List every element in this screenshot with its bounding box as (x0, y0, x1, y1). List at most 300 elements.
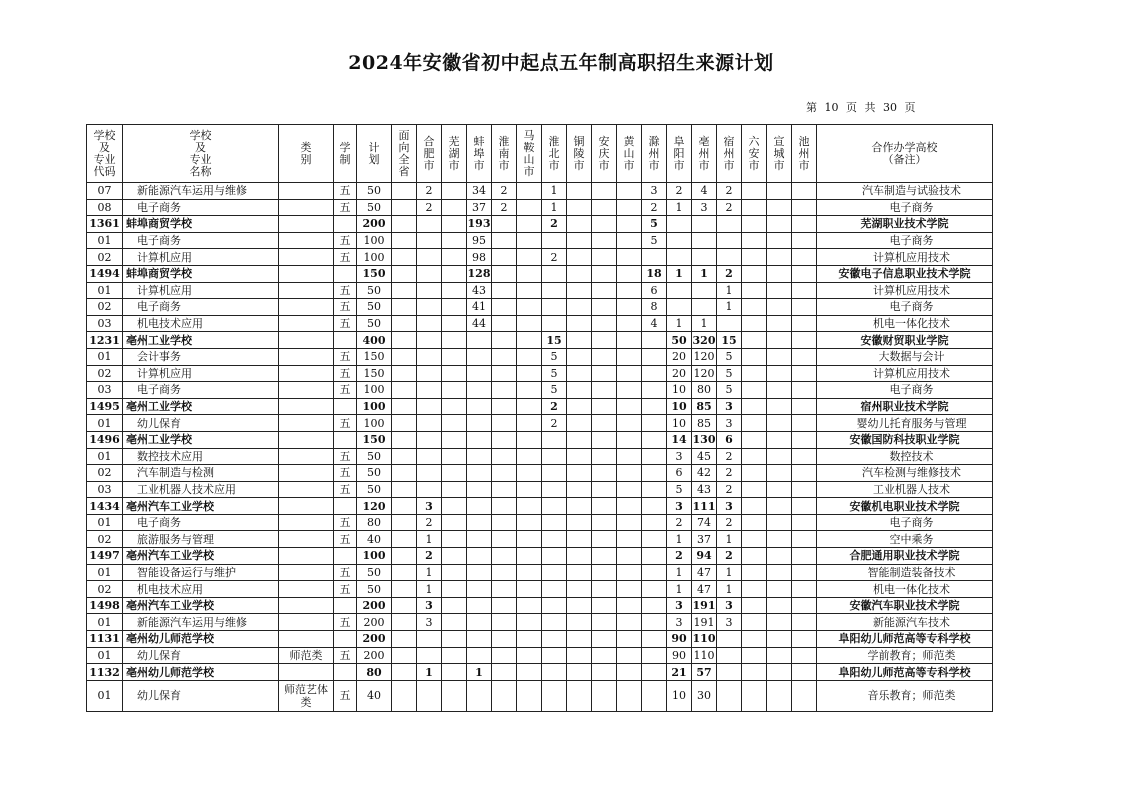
city-quota-cell (542, 299, 567, 316)
system-cell (334, 332, 357, 349)
city-quota-cell (492, 232, 517, 249)
city-quota-cell: 5 (542, 348, 567, 365)
city-quota-cell (492, 581, 517, 598)
plan-cell: 40 (357, 680, 392, 711)
city-quota-cell: 4 (642, 315, 667, 332)
city-quota-cell: 5 (542, 365, 567, 382)
city-quota-cell (792, 581, 817, 598)
city-quota-cell (792, 680, 817, 711)
city-quota-cell (767, 548, 792, 565)
city-quota-cell (492, 597, 517, 614)
city-quota-cell: 191 (693, 615, 715, 629)
category-cell (279, 564, 334, 581)
city-quota-cell (542, 282, 567, 299)
city-quota-cell: 3 (717, 498, 742, 515)
major-row (87, 581, 993, 598)
city-quota-cell (492, 365, 517, 382)
code-cell: 1498 (87, 597, 123, 614)
city-quota-cell: 6 (717, 431, 742, 448)
category-cell (279, 332, 334, 349)
category-cell: 师范类 (279, 647, 334, 664)
city-quota-cell (792, 315, 817, 332)
name-cell: 蚌埠商贸学校 (123, 265, 279, 282)
city-quota-cell (467, 348, 492, 365)
coop-college-cell: 机电一体化技术 (817, 581, 993, 598)
city-quota-cell: 15 (717, 332, 742, 349)
plan-cell: 50 (357, 299, 392, 316)
city-quota-cell (442, 448, 467, 465)
city-quota-cell: 2 (417, 199, 442, 216)
code-cell: 01 (87, 680, 123, 711)
city-quota-cell (617, 282, 642, 299)
city-quota-cell: 18 (642, 265, 667, 282)
city-quota-cell (392, 265, 417, 282)
city-quota-cell: 1 (417, 664, 442, 681)
name-cell: 蚌埠商贸学校 (123, 216, 279, 233)
coop-college-cell: 电子商务 (817, 199, 993, 216)
city-quota-cell (392, 614, 417, 631)
city-quota-cell (792, 216, 817, 233)
city-quota-cell (392, 183, 417, 200)
name-cell: 计算机应用 (123, 282, 279, 299)
city-quota-cell: 3 (692, 199, 717, 216)
city-quota-cell (417, 299, 442, 316)
city-quota-cell (642, 664, 667, 681)
city-quota-cell (792, 365, 817, 382)
city-quota-cell (592, 581, 617, 598)
city-quota-cell (717, 315, 742, 332)
city-quota-cell: 2 (717, 465, 742, 482)
name-cell: 新能源汽车运用与维修 (123, 614, 279, 631)
category-cell (279, 481, 334, 498)
city-quota-cell (617, 183, 642, 200)
city-quota-cell (617, 498, 642, 515)
plan-cell: 50 (357, 581, 392, 598)
city-quota-cell (592, 631, 617, 648)
city-quota-cell (567, 465, 592, 482)
city-quota-cell (417, 332, 442, 349)
city-quota-cell (392, 564, 417, 581)
coop-college-cell: 电子商务 (817, 232, 993, 249)
city-quota-cell (767, 597, 792, 614)
school-row (87, 498, 993, 515)
city-quota-cell (517, 299, 542, 316)
header-city: 六安市 (742, 125, 767, 183)
coop-college-cell: 阜阳幼儿师范高等专科学校 (817, 664, 993, 681)
coop-college-cell: 芜湖职业技术学院 (817, 216, 993, 233)
category-cell (279, 249, 334, 266)
name-cell: 电子商务 (123, 514, 279, 531)
system-cell (334, 631, 357, 648)
category-cell (279, 431, 334, 448)
city-quota-cell: 1 (717, 282, 742, 299)
city-quota-cell (567, 647, 592, 664)
city-quota-cell (617, 531, 642, 548)
city-quota-cell: 2 (717, 265, 742, 282)
coop-college-cell: 音乐教育；师范类 (817, 680, 993, 711)
city-quota-cell (517, 597, 542, 614)
school-row (87, 332, 993, 349)
city-quota-cell (742, 382, 767, 399)
coop-college-cell: 宿州职业技术学院 (817, 398, 993, 415)
city-quota-cell (442, 597, 467, 614)
city-quota-cell (742, 249, 767, 266)
city-quota-cell (442, 415, 467, 432)
city-quota-cell (392, 431, 417, 448)
city-quota-cell (442, 431, 467, 448)
city-quota-cell: 37 (467, 199, 492, 216)
system-cell: 五 (334, 614, 357, 631)
city-quota-cell (417, 382, 442, 399)
header-row (87, 125, 993, 183)
name-cell: 亳州工业学校 (123, 431, 279, 448)
plan-cell: 50 (357, 481, 392, 498)
category-cell (279, 514, 334, 531)
city-quota-cell (442, 465, 467, 482)
city-quota-cell (392, 465, 417, 482)
city-quota-cell (617, 382, 642, 399)
city-quota-cell (417, 232, 442, 249)
city-quota-cell (767, 581, 792, 598)
city-quota-cell (567, 631, 592, 648)
category-cell (279, 664, 334, 681)
code-cell: 1496 (87, 431, 123, 448)
city-quota-cell (592, 398, 617, 415)
city-quota-cell (742, 365, 767, 382)
city-quota-cell (742, 614, 767, 631)
header-city: 安庆市 (592, 125, 617, 183)
header-city: 宿州市 (717, 125, 742, 183)
city-quota-cell: 85 (692, 415, 717, 432)
city-quota-cell (592, 431, 617, 448)
city-quota-cell (617, 232, 642, 249)
city-quota-cell (717, 631, 742, 648)
city-quota-cell (742, 431, 767, 448)
city-quota-cell (492, 282, 517, 299)
coop-college-cell: 安徽电子信息职业技术学院 (817, 265, 993, 282)
header-city: 马鞍山市 (517, 125, 542, 183)
city-quota-cell (467, 581, 492, 598)
city-quota-cell (592, 465, 617, 482)
major-row (87, 647, 993, 664)
system-cell: 五 (334, 680, 357, 711)
city-quota-cell (567, 382, 592, 399)
city-quota-cell (617, 265, 642, 282)
city-quota-cell: 30 (692, 680, 717, 711)
system-cell: 五 (334, 348, 357, 365)
code-cell: 1497 (87, 548, 123, 565)
city-quota-cell (392, 216, 417, 233)
city-quota-cell (617, 398, 642, 415)
city-quota-cell (442, 315, 467, 332)
city-quota-cell (592, 282, 617, 299)
category-cell (279, 597, 334, 614)
city-quota-cell (642, 514, 667, 531)
name-cell: 工业机器人技术应用 (123, 481, 279, 498)
city-quota-cell (592, 614, 617, 631)
city-quota-cell (792, 382, 817, 399)
city-quota-cell (442, 581, 467, 598)
city-quota-cell (467, 465, 492, 482)
city-quota-cell (442, 348, 467, 365)
city-quota-cell (417, 415, 442, 432)
city-quota-cell (492, 332, 517, 349)
city-quota-cell (667, 232, 692, 249)
city-quota-cell (467, 332, 492, 349)
city-quota-cell: 4 (692, 183, 717, 200)
city-quota-cell (592, 183, 617, 200)
city-quota-cell (742, 465, 767, 482)
city-quota-cell (767, 315, 792, 332)
city-quota-cell (717, 647, 742, 664)
city-quota-cell: 85 (692, 398, 717, 415)
city-quota-cell: 193 (467, 217, 491, 231)
city-quota-cell: 3 (667, 498, 692, 515)
city-quota-cell (767, 282, 792, 299)
city-quota-cell (492, 348, 517, 365)
city-quota-cell: 3 (717, 597, 742, 614)
major-row (87, 199, 993, 216)
coop-college-cell: 计算机应用技术 (817, 282, 993, 299)
major-row (87, 481, 993, 498)
city-quota-cell (492, 514, 517, 531)
city-quota-cell (592, 265, 617, 282)
city-quota-cell (742, 299, 767, 316)
city-quota-cell (792, 398, 817, 415)
city-quota-cell (492, 631, 517, 648)
header-city: 面向全省 (392, 125, 417, 183)
city-quota-cell (517, 647, 542, 664)
code-cell: 02 (87, 365, 123, 382)
city-quota-cell (742, 216, 767, 233)
coop-college-cell: 电子商务 (817, 299, 993, 316)
city-quota-cell (517, 664, 542, 681)
plan-cell: 100 (357, 382, 392, 399)
city-quota-cell (567, 315, 592, 332)
plan-cell: 100 (357, 232, 392, 249)
city-quota-cell (392, 398, 417, 415)
city-quota-cell (442, 498, 467, 515)
city-quota-cell (517, 315, 542, 332)
city-quota-cell (742, 481, 767, 498)
code-cell: 03 (87, 382, 123, 399)
city-quota-cell (642, 548, 667, 565)
major-row (87, 249, 993, 266)
city-quota-cell (767, 382, 792, 399)
city-quota-cell: 5 (642, 216, 667, 233)
city-quota-cell (792, 514, 817, 531)
plan-cell: 100 (357, 398, 392, 415)
city-quota-cell (642, 465, 667, 482)
city-quota-cell: 15 (542, 332, 567, 349)
name-cell: 机电技术应用 (123, 581, 279, 598)
major-row (87, 315, 993, 332)
city-quota-cell (742, 282, 767, 299)
city-quota-cell (667, 282, 692, 299)
city-quota-cell: 320 (692, 333, 716, 347)
category-cell (279, 348, 334, 365)
city-quota-cell (567, 614, 592, 631)
city-quota-cell (517, 216, 542, 233)
city-quota-cell (517, 614, 542, 631)
city-quota-cell (442, 265, 467, 282)
city-quota-cell (767, 299, 792, 316)
table-body (87, 183, 993, 712)
category-cell (279, 448, 334, 465)
city-quota-cell (642, 647, 667, 664)
major-row (87, 448, 993, 465)
city-quota-cell (467, 481, 492, 498)
plan-cell: 150 (357, 348, 392, 365)
city-quota-cell (517, 564, 542, 581)
city-quota-cell (392, 498, 417, 515)
city-quota-cell (517, 382, 542, 399)
city-quota-cell (467, 382, 492, 399)
city-quota-cell (692, 249, 717, 266)
city-quota-cell: 2 (667, 548, 692, 565)
city-quota-cell: 2 (667, 183, 692, 200)
city-quota-cell (667, 299, 692, 316)
city-quota-cell (517, 481, 542, 498)
system-cell (334, 265, 357, 282)
city-quota-cell (792, 183, 817, 200)
city-quota-cell (392, 597, 417, 614)
city-quota-cell (592, 548, 617, 565)
city-quota-cell (417, 249, 442, 266)
city-quota-cell (392, 448, 417, 465)
city-quota-cell (767, 249, 792, 266)
city-quota-cell (517, 498, 542, 515)
city-quota-cell: 1 (542, 183, 567, 200)
city-quota-cell (417, 365, 442, 382)
city-quota-cell (492, 448, 517, 465)
school-row (87, 664, 993, 681)
category-cell: 师范艺体类 (279, 680, 334, 711)
city-quota-cell (767, 431, 792, 448)
city-quota-cell: 2 (542, 216, 567, 233)
system-cell (334, 548, 357, 565)
city-quota-cell (642, 581, 667, 598)
category-cell (279, 299, 334, 316)
city-quota-cell (467, 548, 492, 565)
city-quota-cell (767, 498, 792, 515)
city-quota-cell (517, 631, 542, 648)
category-cell (279, 581, 334, 598)
header-city: 淮北市 (542, 125, 567, 183)
header-name: 学校 及 专业 名称 (123, 125, 279, 183)
city-quota-cell: 1 (417, 581, 442, 598)
name-cell: 电子商务 (123, 199, 279, 216)
city-quota-cell (417, 631, 442, 648)
header-city: 合肥市 (417, 125, 442, 183)
name-cell: 新能源汽车运用与维修 (123, 183, 279, 200)
city-quota-cell (642, 448, 667, 465)
city-quota-cell (617, 216, 642, 233)
major-row (87, 564, 993, 581)
city-quota-cell (592, 348, 617, 365)
city-quota-cell (567, 249, 592, 266)
city-quota-cell (767, 664, 792, 681)
city-quota-cell (792, 348, 817, 365)
city-quota-cell: 8 (642, 299, 667, 316)
plan-cell: 100 (357, 415, 392, 432)
code-cell: 1231 (87, 332, 123, 349)
city-quota-cell (492, 431, 517, 448)
city-quota-cell (392, 315, 417, 332)
city-quota-cell (792, 614, 817, 631)
city-quota-cell: 6 (667, 465, 692, 482)
header-city: 铜陵市 (567, 125, 592, 183)
city-quota-cell (617, 548, 642, 565)
city-quota-cell: 6 (642, 282, 667, 299)
city-quota-cell (442, 282, 467, 299)
city-quota-cell (442, 647, 467, 664)
category-cell (279, 282, 334, 299)
city-quota-cell (392, 199, 417, 216)
code-cell: 02 (87, 465, 123, 482)
city-quota-cell (392, 631, 417, 648)
city-quota-cell: 3 (417, 614, 442, 631)
city-quota-cell (392, 348, 417, 365)
city-quota-cell: 74 (692, 514, 717, 531)
city-quota-cell (392, 531, 417, 548)
city-quota-cell (742, 398, 767, 415)
city-quota-cell: 10 (667, 415, 692, 432)
city-quota-cell (742, 315, 767, 332)
city-quota-cell (442, 199, 467, 216)
city-quota-cell: 120 (693, 350, 715, 364)
code-cell: 01 (87, 514, 123, 531)
coop-college-cell: 合肥通用职业技术学院 (817, 548, 993, 565)
city-quota-cell (392, 249, 417, 266)
city-quota-cell (767, 232, 792, 249)
city-quota-cell: 2 (417, 183, 442, 200)
city-quota-cell (767, 514, 792, 531)
name-cell: 亳州汽车工业学校 (123, 548, 279, 565)
city-quota-cell (742, 265, 767, 282)
city-quota-cell: 1 (417, 564, 442, 581)
header-city: 亳州市 (692, 125, 717, 183)
category-cell (279, 199, 334, 216)
city-quota-cell: 2 (492, 183, 517, 200)
city-quota-cell (767, 465, 792, 482)
plan-cell: 80 (357, 664, 392, 681)
city-quota-cell (542, 548, 567, 565)
coop-college-cell: 安徽汽车职业技术学院 (817, 597, 993, 614)
city-quota-cell (642, 348, 667, 365)
city-quota-cell (592, 315, 617, 332)
city-quota-cell (392, 332, 417, 349)
city-quota-cell (692, 216, 717, 233)
city-quota-cell (542, 531, 567, 548)
city-quota-cell (617, 614, 642, 631)
name-cell: 亳州汽车工业学校 (123, 498, 279, 515)
city-quota-cell: 14 (667, 431, 692, 448)
city-quota-cell (792, 664, 817, 681)
city-quota-cell (617, 514, 642, 531)
city-quota-cell (717, 249, 742, 266)
city-quota-cell (617, 680, 642, 711)
name-cell: 会计事务 (123, 348, 279, 365)
city-quota-cell (567, 265, 592, 282)
system-cell: 五 (334, 448, 357, 465)
category-cell (279, 415, 334, 432)
city-quota-cell (692, 299, 717, 316)
code-cell: 01 (87, 348, 123, 365)
city-quota-cell (617, 431, 642, 448)
city-quota-cell: 1 (692, 265, 717, 282)
city-quota-cell (442, 216, 467, 233)
